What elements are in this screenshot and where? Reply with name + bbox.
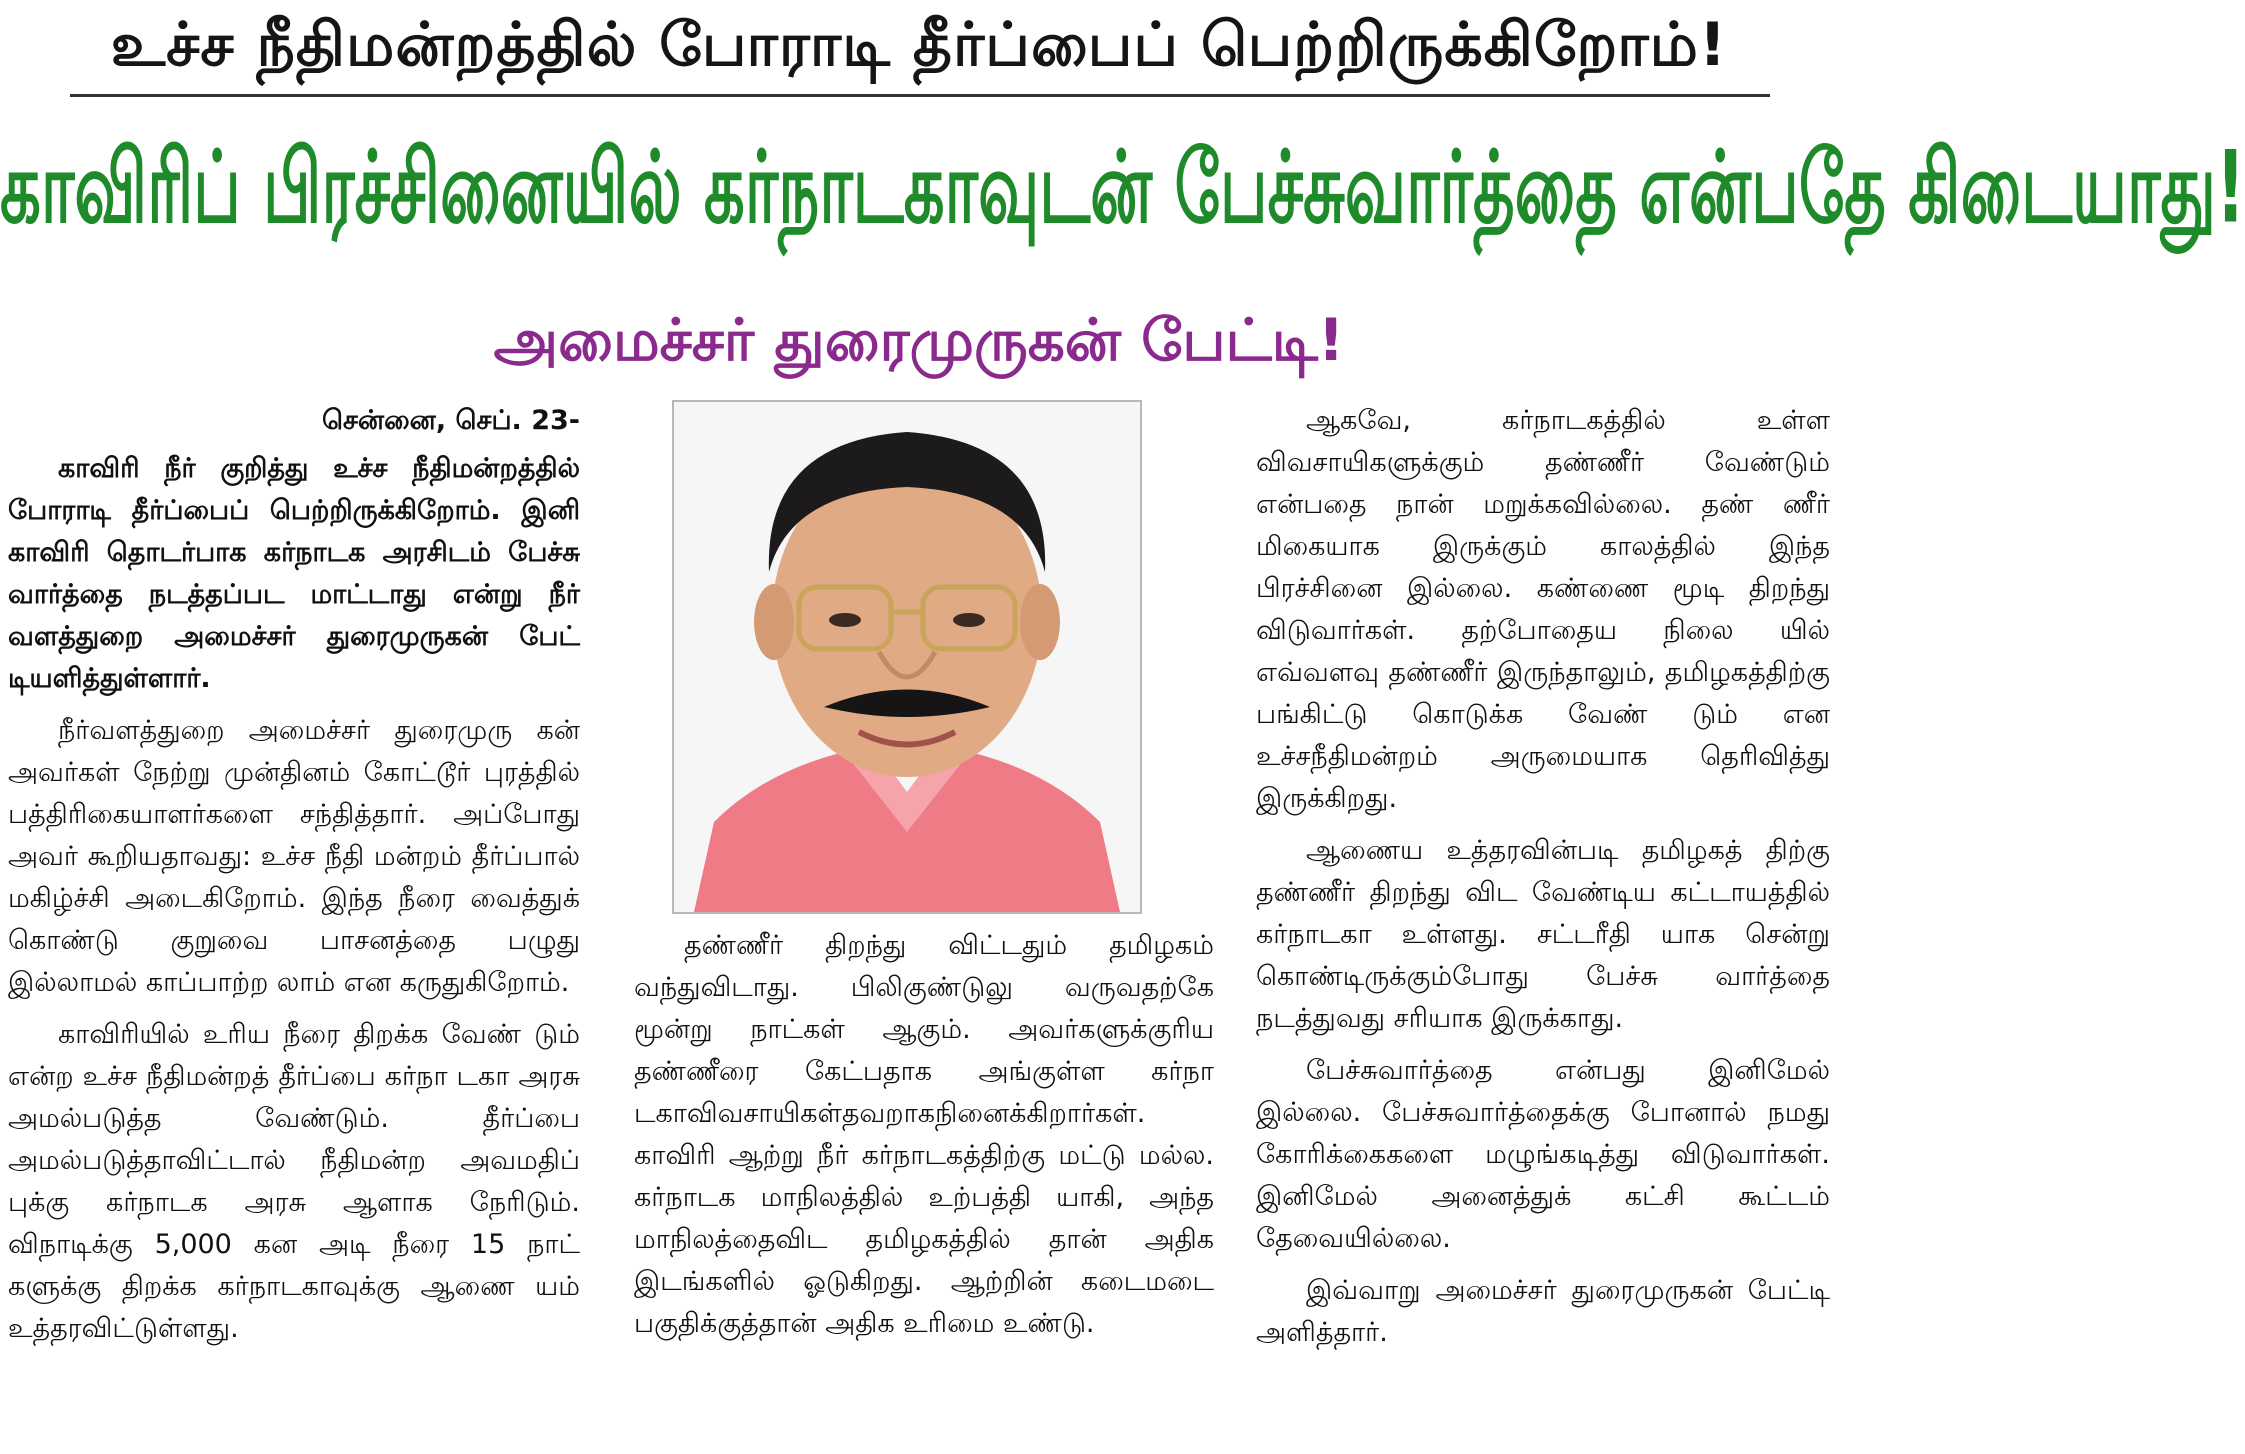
paragraph: காவிரியில் உரிய நீரை திறக்க வேண் டும் என்ற உச்ச நீதிமன்றத் தீர்ப்பை கர்நா டகா அரசு அமல்படுத்த வேண்டும். தீர்ப்பை அமல்படுத்தாவிட்டால் நீதிமன்ற அவமதிப் புக்கு கர்நாடக அரசு ஆளாக நேரிடும். விநாடிக்கு 5,000 கன அடி நீரை 15 நாட் களுக்கு திறக்க கர்நாடகாவுக்கு ஆணை யம் உத்தரவிட்டுள்ளது.	[8, 1019, 580, 1344]
article-column-3	[1256, 400, 1830, 1445]
paragraph: பேச்சுவார்த்தை என்பது இனிமேல் இல்லை. பேச்சுவார்த்தைக்கு போனால் நமது கோரிக்கைகளை மழுங்கடித்து விடுவார்கள். இனிமேல் அனைத்துக் கட்சி கூட்டம் தேவையில்லை.	[1256, 1055, 1830, 1254]
headline-top: உச்ச நீதிமன்றத்தில் போராடி தீர்ப்பைப் பெற்றிருக்கிறோம்!	[110, 10, 1728, 80]
paragraph: தண்ணீர் திறந்து விட்டதும் தமிழகம் வந்துவிடாது. பிலிகுண்டுலு வருவதற்கே மூன்று நாட்கள் ஆகும். அவர்களுக்குரிய தண்ணீரை கேட்பதாக அங்குள்ள கர்நா டகாவிவசாயிகள்தவறாகநினைக்கிறார்கள். காவிரி ஆற்று நீர் கர்நாடகத்திற்கு மட்டு மல்ல. கர்நாடக மாநிலத்தில் உற்பத்தி யாகி, அந்த மாநிலத்தைவிட தமிழகத்தில் தான் அதிக இடங்களில் ஓடுகிறது. ஆற்றின் கடைமடை பகுதிக்குத்தான் அதிக உரிமை உண்டு.	[634, 930, 1214, 1339]
headline-sub: அமைச்சர் துரைமுருகன் பேட்டி!	[493, 306, 1345, 374]
paragraph: ஆகவே, கர்நாடகத்தில் உள்ள விவசாயிகளுக்கும் தண்ணீர் வேண்டும் என்பதை நான் மறுக்கவில்லை. தண் ணீர் மிகையாக இருக்கும் காலத்தில் இந்த பிரச்சினை இல்லை. கண்ணை மூடி திறந்து விடுவார்கள். தற்போதைய நிலை யில் எவ்வளவு தண்ணீர் இருந்தாலும், தமிழகத்திற்கு பங்கிட்டு கொடுக்க வேண் டும் என உச்சநீதிமன்றம் அருமையாக தெரிவித்து இருக்கிறது.	[1256, 405, 1830, 814]
paragraph: இவ்வாறு அமைச்சர் துரைமுருகன் பேட்டி அளித்தார்.	[1256, 1275, 1830, 1348]
paragraph: நீர்வளத்துறை அமைச்சர் துரைமுரு கன் அவர்கள் நேற்று முன்தினம் கோட்டூர் புரத்தில் பத்திரிகையாளர்களை சந்தித்தார். அப்போது அவர் கூறியதாவது: உச்ச நீதி மன்றம் தீர்ப்பால் மகிழ்ச்சி அடைகிறோம். இந்த நீரை வைத்துக் கொண்டு குறுவை பாசனத்தை பழுது இல்லாமல் காப்பாற்ற லாம் என கருதுகிறோம்.	[8, 715, 580, 998]
portrait-photo	[672, 400, 1142, 914]
article-column-2	[634, 925, 1214, 1445]
headline-main: காவிரிப் பிரச்சினையில் கர்நாடகாவுடன் பேச்சுவார்த்தை என்பதே கிடையாது!	[0, 131, 2245, 247]
paragraph: ஆணைய உத்தரவின்படி தமிழகத் திற்கு தண்ணீர் திறந்து விட வேண்டிய கட்டாயத்தில் கர்நாடகா உள்ளது. சட்டரீதி யாக சென்று கொண்டிருக்கும்போது பேச்சு வார்த்தை நடத்துவது சரியாக இருக்காது.	[1256, 835, 1830, 1034]
lead-paragraph: காவிரி நீர் குறித்து உச்ச நீதிமன்றத்தில் போராடி தீர்ப்பைப் பெற்றிருக்கிறோம். இனி காவிரி தொடர்பாக கர்நாடக அரசிடம் பேச்சு வார்த்தை நடத்தப்பட மாட்டாது என்று நீர் வளத்துறை அமைச்சர் துரைமுருகன் பேட் டியளித்துள்ளார்.	[8, 453, 580, 694]
dateline: சென்னை, செப். 23-	[321, 405, 580, 436]
portrait-illustration	[674, 402, 1140, 912]
article-column-1	[8, 400, 580, 1445]
